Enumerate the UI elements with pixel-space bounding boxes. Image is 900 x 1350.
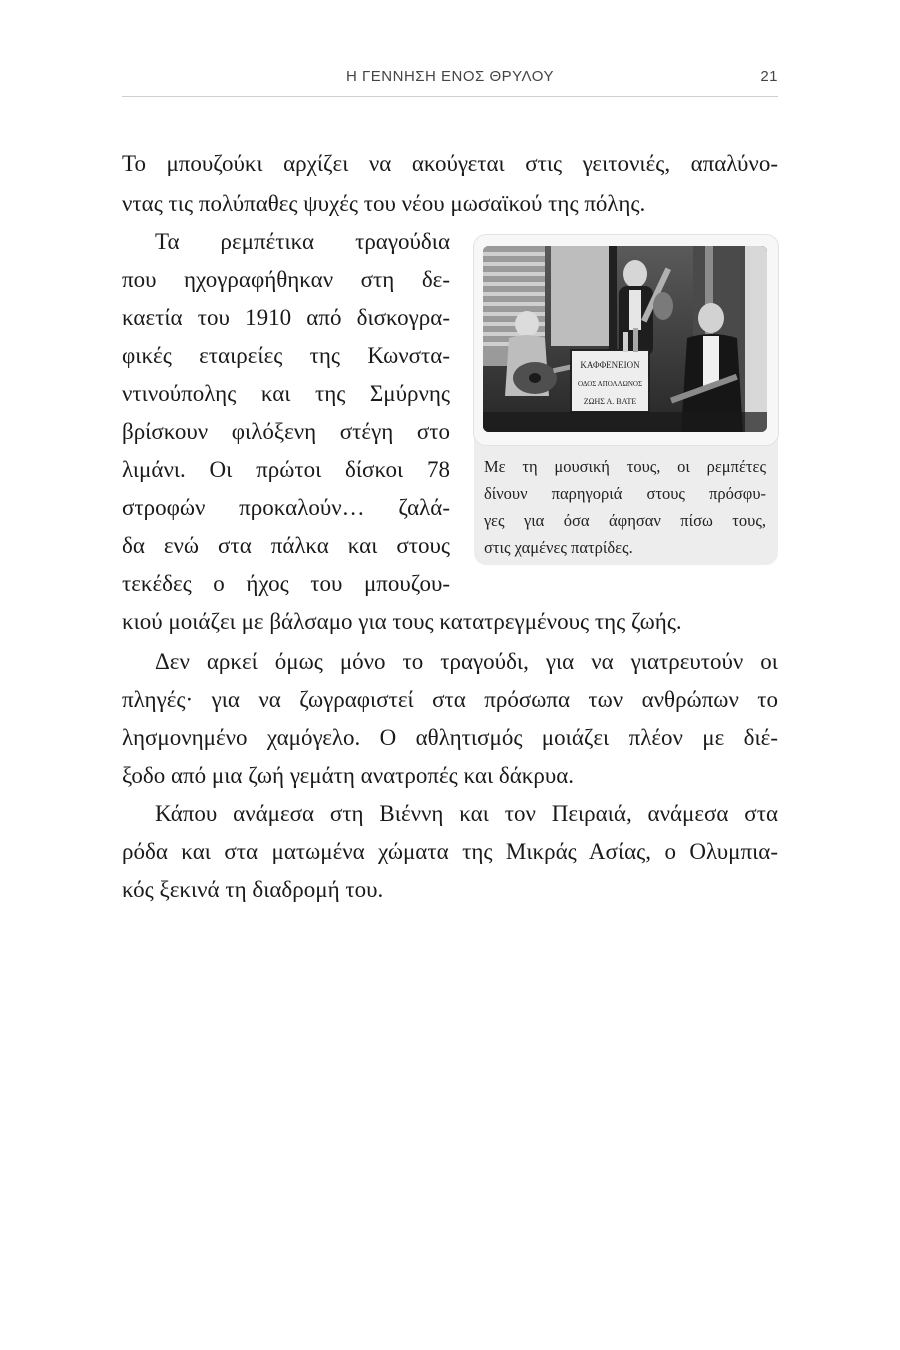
text-line: Κάπου ανάμεσα στη Βιέννη και τον Πειραιά, ανάμεσα στα [155, 801, 778, 826]
sign-line-2: ΟΔΟΣ ΑΠΟΛΛΩΝΟΣ [577, 380, 643, 388]
figure-caption-line: δίνουν παρηγοριά στους πρόσφυ- [484, 484, 766, 503]
text-line: βρίσκουν φιλόξενη στέγη στο [122, 419, 450, 444]
figure-caption-line: γες για όσα άφησαν πίσω τους, [484, 511, 766, 530]
text-line: καετία του 1910 από δισκογρα- [122, 305, 450, 330]
text-line: που ηχογραφήθηκαν στη δε- [122, 267, 450, 292]
text-line: κός ξεκινά τη διαδρομή του. [122, 877, 384, 902]
text-line: λιμάνι. Οι πρώτοι δίσκοι 78 [122, 457, 450, 482]
musicians-photo-illustration [483, 246, 767, 432]
text-line: δα ενώ στα πάλκα και στους [122, 533, 450, 558]
text-line: Το μπουζούκι αρχίζει να ακούγεται στις γειτονιές, απαλύνο- [122, 151, 778, 176]
sign-line-1: ΚΑΦΦΕΝΕΙΟΝ [580, 360, 640, 370]
sign-line-3: ΖΩΗΣ Α. ΒΑΤΕ [583, 397, 637, 406]
historic-photo [483, 246, 767, 432]
text-line: κιού μοιάζει με βάλσαμο για τους κατατρεγμένους της ζωής. [122, 609, 682, 634]
text-line: ρόδα και στα ματωμένα χώματα της Μικράς Ασίας, ο Ολυμπια- [122, 839, 778, 864]
page-number: 21 [760, 68, 778, 85]
text-line: πληγές· για να ζωγραφιστεί στα πρόσωπα των ανθρώπων το [122, 687, 778, 712]
figure-caption-line: Με τη μουσική τους, οι ρεμπέτες [484, 457, 766, 476]
text-line: ντας τις πολύπαθες ψυχές του νέου μωσαϊκού της πόλης. [122, 191, 646, 216]
figure-caption-line: στις χαμένες πατρίδες. [484, 538, 633, 557]
photo-frame [474, 235, 778, 445]
text-line: ντινούπολης και της Σμύρνης [122, 381, 450, 406]
text-line: στροφών προκαλούν… ζαλά- [122, 495, 450, 520]
running-header [122, 62, 778, 97]
text-line: φικές εταιρείες της Κωνστα- [122, 343, 450, 368]
figure-box [474, 235, 778, 565]
text-line: ξοδο από μια ζωή γεμάτη ανατροπές και δάκρυα. [122, 763, 575, 788]
text-line: Δεν αρκεί όμως μόνο το τραγούδι, για να γιατρευτούν οι [155, 649, 778, 674]
text-line: λησμονημένο χαμόγελο. Ο αθλητισμός μοιάζει πλέον με διέ- [122, 725, 778, 750]
text-line: τεκέδες ο ήχος του μπουζου- [122, 571, 450, 596]
text-line: Τα ρεμπέτικα τραγούδια [155, 229, 450, 254]
chapter-title: Η ΓΕΝΝΗΣΗ ΕΝΟΣ ΘΡΥΛΟΥ [346, 68, 554, 85]
